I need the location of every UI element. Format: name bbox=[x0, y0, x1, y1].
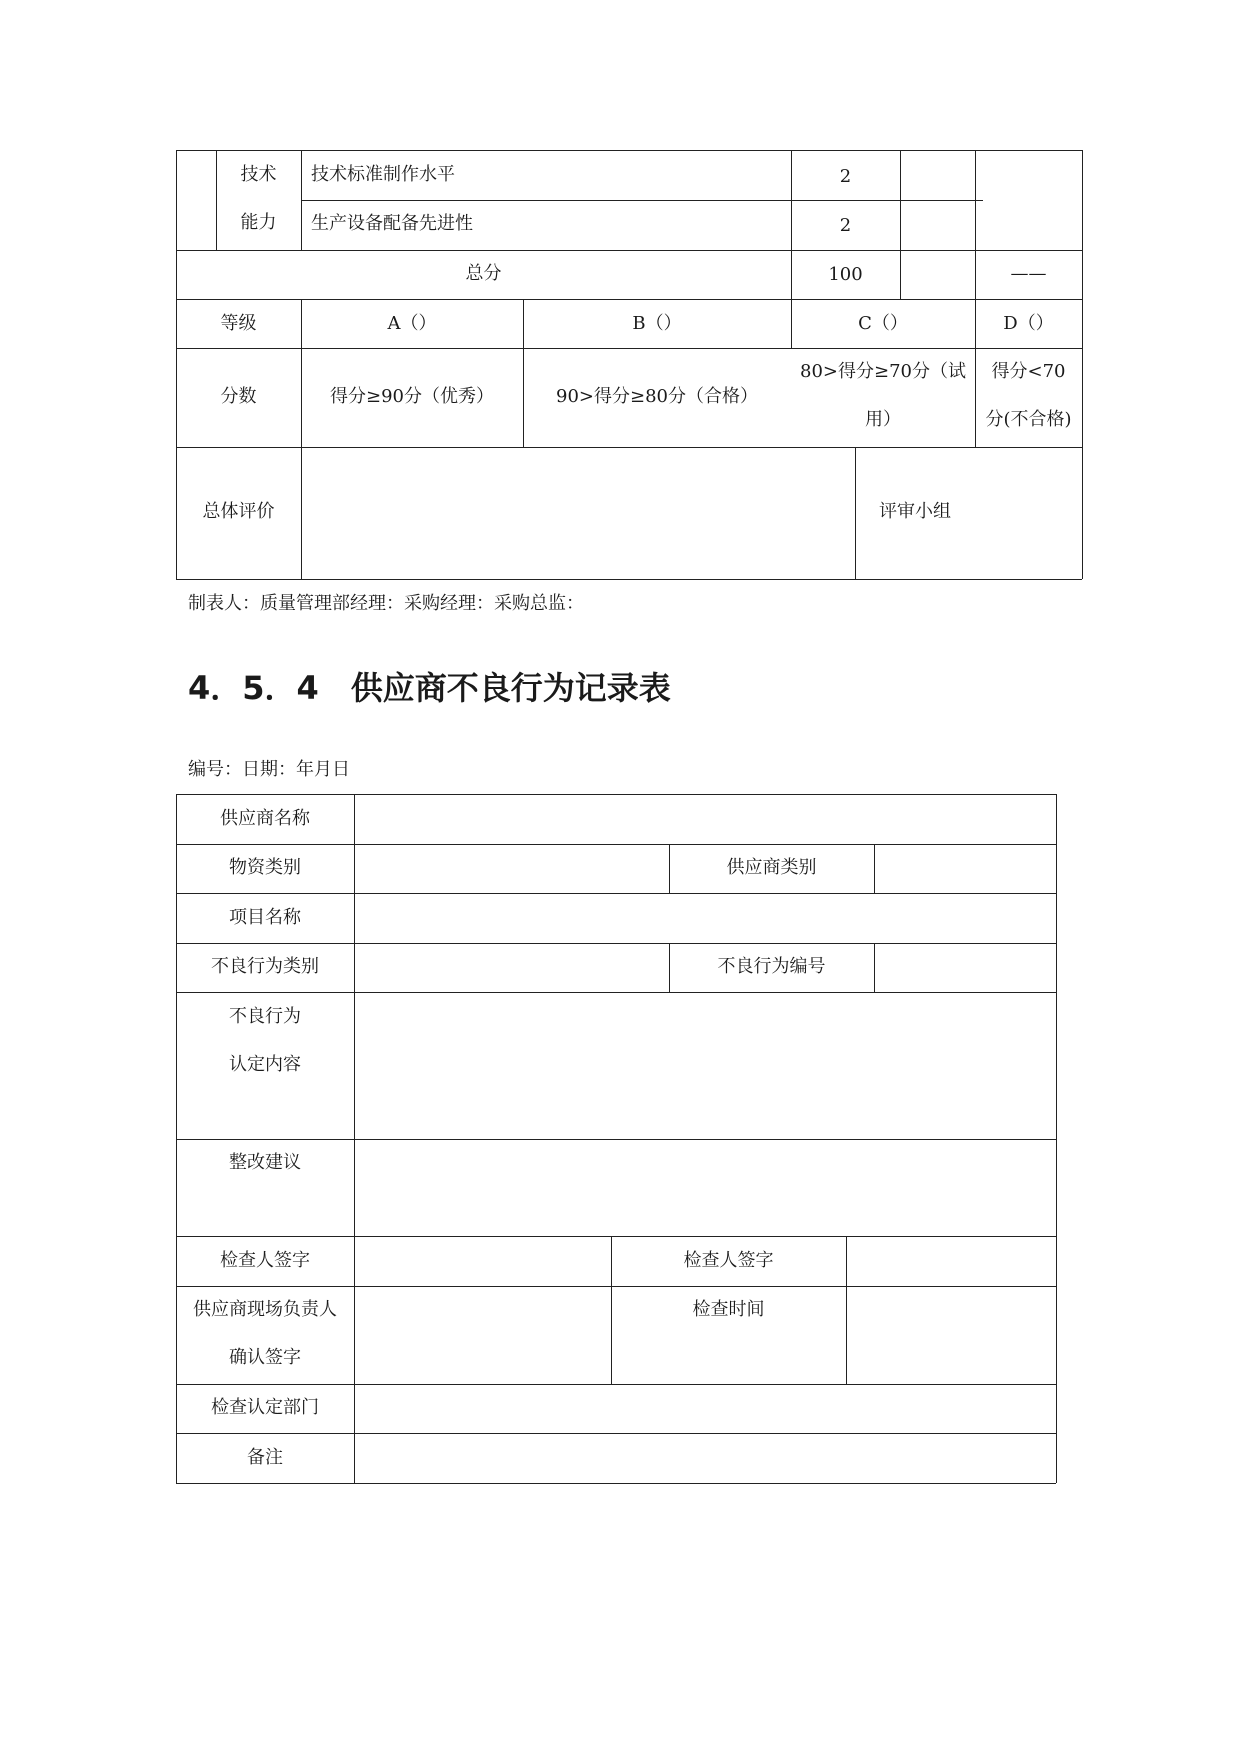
rectification-field[interactable] bbox=[355, 1140, 1055, 1235]
tech-category-label-2: 能力 bbox=[240, 212, 277, 233]
grade-label: 等级 bbox=[220, 313, 257, 334]
item-equipment: 生产设备配备先进性 bbox=[311, 213, 473, 234]
material-category-field[interactable] bbox=[355, 845, 668, 892]
remarks-label: 备注 bbox=[247, 1447, 283, 1468]
project-name-label: 项目名称 bbox=[229, 907, 301, 928]
inspector-sign-label-2: 检查人签字 bbox=[683, 1250, 774, 1271]
score-d-line1: 得分<70 bbox=[991, 361, 1066, 382]
inspection-dept-field[interactable] bbox=[355, 1385, 1055, 1432]
supplier-category-field[interactable] bbox=[875, 845, 1055, 892]
total-dash: —— bbox=[1010, 263, 1047, 284]
score-c-line2: 用） bbox=[865, 409, 901, 430]
inspector-sign-label-1: 检查人签字 bbox=[220, 1250, 310, 1271]
grade-a: A（） bbox=[387, 313, 437, 334]
misconduct-number-label: 不良行为编号 bbox=[717, 956, 826, 977]
inspection-dept-label: 检查认定部门 bbox=[211, 1397, 319, 1418]
material-category-label: 物资类别 bbox=[229, 857, 301, 878]
score-d-line2: 分(不合格) bbox=[985, 409, 1072, 430]
prepared-by-line: 制表人：质量管理部经理：采购经理：采购总监： bbox=[188, 593, 584, 614]
section-title: 4．5．4 供应商不良行为记录表 bbox=[188, 669, 671, 707]
score-a: 得分≥90分（优秀） bbox=[330, 386, 494, 407]
total-label: 总分 bbox=[465, 263, 502, 284]
grade-d: D（） bbox=[1003, 313, 1054, 334]
misconduct-content-label-2: 认定内容 bbox=[229, 1054, 301, 1075]
remarks-field[interactable] bbox=[355, 1434, 1055, 1482]
tech-category-label-1: 技术 bbox=[240, 164, 277, 185]
score-b: 90>得分≥80分（合格） bbox=[556, 386, 758, 407]
points-tech-standard: 2 bbox=[839, 166, 852, 187]
misconduct-content-field[interactable] bbox=[355, 993, 1055, 1138]
inspector-sign-field-2[interactable] bbox=[847, 1237, 1055, 1285]
misconduct-category-label: 不良行为类别 bbox=[211, 956, 319, 977]
review-panel-label: 评审小组 bbox=[879, 501, 951, 522]
number-date-line: 编号：日期：年月日 bbox=[188, 759, 350, 780]
overall-evaluation-label: 总体评价 bbox=[202, 501, 275, 522]
misconduct-number-field[interactable] bbox=[875, 944, 1055, 991]
inspection-time-label: 检查时间 bbox=[692, 1299, 765, 1320]
supplier-name-field[interactable] bbox=[355, 795, 1055, 843]
grade-b: B（） bbox=[632, 313, 682, 334]
inspection-time-field[interactable] bbox=[847, 1287, 1055, 1383]
project-name-field[interactable] bbox=[355, 894, 1055, 942]
score-c-line1: 80>得分≥70分（试 bbox=[800, 361, 966, 382]
inspector-sign-field-1[interactable] bbox=[355, 1237, 610, 1285]
points-equipment: 2 bbox=[839, 215, 852, 236]
supplier-name-label: 供应商名称 bbox=[220, 808, 310, 829]
supplier-rep-sign-field[interactable] bbox=[355, 1287, 610, 1383]
misconduct-content-label-1: 不良行为 bbox=[229, 1006, 301, 1027]
grade-c: C（） bbox=[858, 313, 908, 334]
item-tech-standard: 技术标准制作水平 bbox=[311, 164, 455, 185]
supplier-rep-label-2: 确认签字 bbox=[229, 1347, 301, 1368]
score-label: 分数 bbox=[220, 386, 257, 407]
supplier-category-label: 供应商类别 bbox=[726, 857, 817, 878]
supplier-rep-label-1: 供应商现场负责人 bbox=[193, 1299, 337, 1320]
rectification-label: 整改建议 bbox=[229, 1152, 301, 1173]
misconduct-category-field[interactable] bbox=[355, 944, 668, 991]
total-points: 100 bbox=[828, 264, 863, 285]
